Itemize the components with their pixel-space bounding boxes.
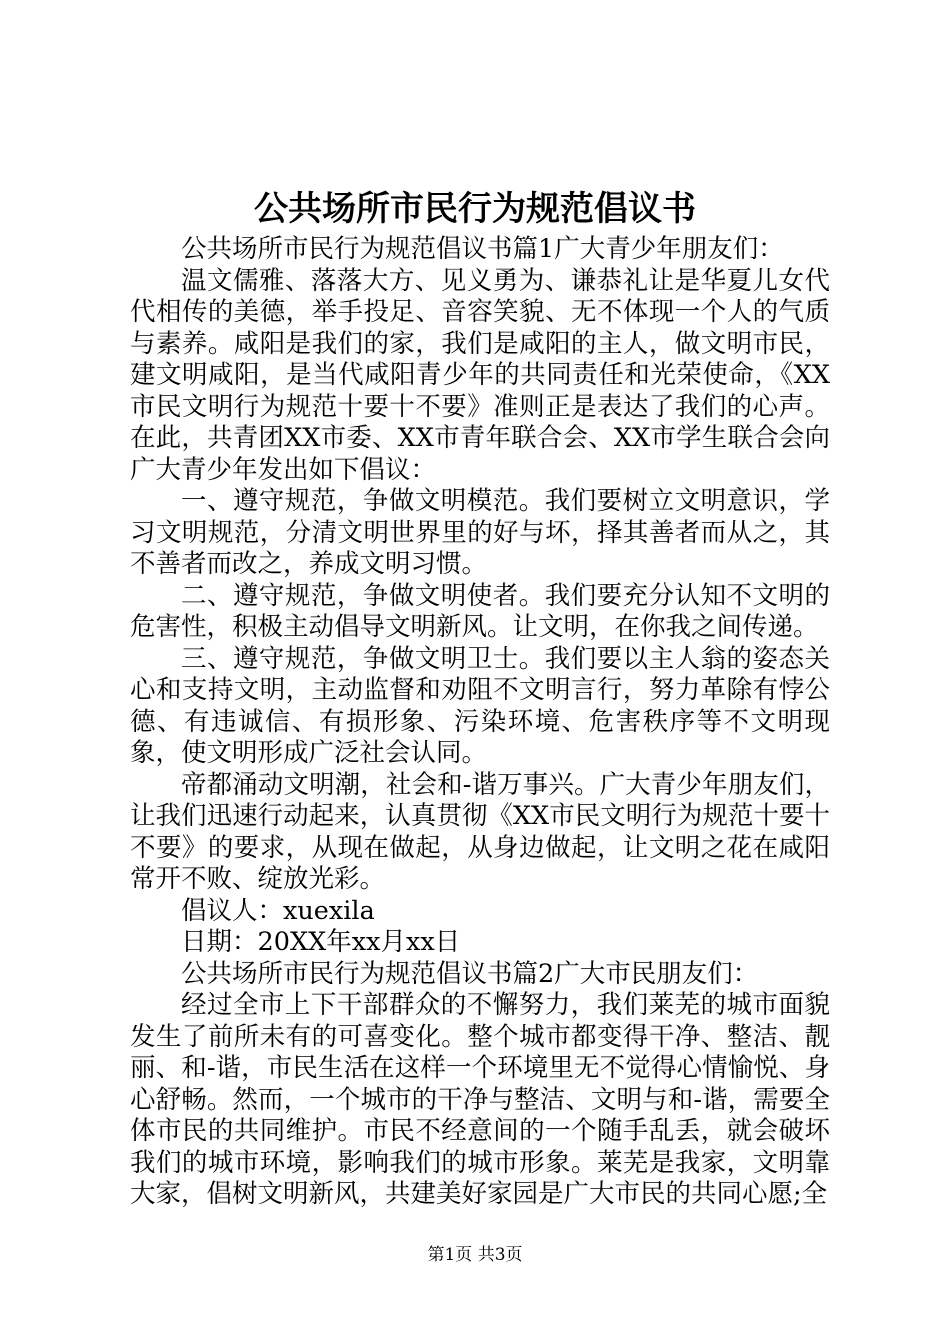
paragraph-item-1: 一、遵守规范，争做文明模范。我们要树立文明意识，学习文明规范，分清文明世界里的好与坏，择其善者而从之，其不善者而改之，养成文明习惯。 (130, 486, 830, 579)
paragraph-closing: 帝都涌动文明潮，社会和-谐万事兴。广大青少年朋友们，让我们迅速行动起来，认真贯彻《XX市民文明行为规范十要十不要》的要求，从现在做起，从身边做起，让文明之花在咸阳常开不败、绽放光彩。 (130, 769, 830, 894)
document-body (130, 234, 830, 1211)
paragraph-salutation-2: 公共场所市民行为规范倡议书篇2广大市民朋友们： (181, 958, 759, 989)
paragraph-item-3: 三、遵守规范，争做文明卫士。我们要以主人翁的姿态关心和支持文明，主动监督和劝阻不文明言行，努力革除有悖公德、有违诚信、有损形象、污染环境、危害秩序等不文明现象，使文明形成广泛社会认同。 (130, 643, 830, 768)
paragraph-body-2: 经过全市上下干部群众的不懈努力，我们莱芜的城市面貌发生了前所未有的可喜变化。整个城市都变得干净、整洁、靓丽、和-谐，市民生活在这样一个环境里无不觉得心情愉悦、身心舒畅。然而，一个城市的干净与整洁、文明与和-谐，需要全体市民的共同维护。市民不经意间的一个随手乱丢，就会破坏我们的城市环境，影响我们的城市形象。莱芜是我家，文明靠大家，倡树文明新风，共建美好家园是广大市民的共同心愿;全 (130, 990, 830, 1209)
paragraph-item-2: 二、遵守规范，争做文明使者。我们要充分认知不文明的危害性，积极主动倡导文明新风。让文明，在你我之间传递。 (130, 580, 830, 642)
document-title: 公共场所市民行为规范倡议书 (254, 189, 696, 229)
paragraph-intro: 温文儒雅、落落大方、见义勇为、谦恭礼让是华夏儿女代代相传的美德，举手投足、音容笑貌、无不体现一个人的气质与素养。咸阳是我们的家，我们是咸阳的主人，做文明市民，建文明咸阳，是当代咸阳青少年的共同责任和光荣使命，《XX市民文明行为规范十要十不要》准则正是表达了我们的心声。在此，共青团XX市委、XX市青年联合会、XX市学生联合会向广大青少年发出如下倡议： (130, 265, 830, 485)
paragraph-date: 日期：20XX年xx月xx日 (181, 927, 461, 957)
paragraph-signature: 倡议人：xuexila (181, 895, 375, 926)
paragraph-salutation-1: 公共场所市民行为规范倡议书篇1广大青少年朋友们： (181, 234, 784, 264)
page-footer: 第1页 共3页 (427, 1245, 523, 1265)
